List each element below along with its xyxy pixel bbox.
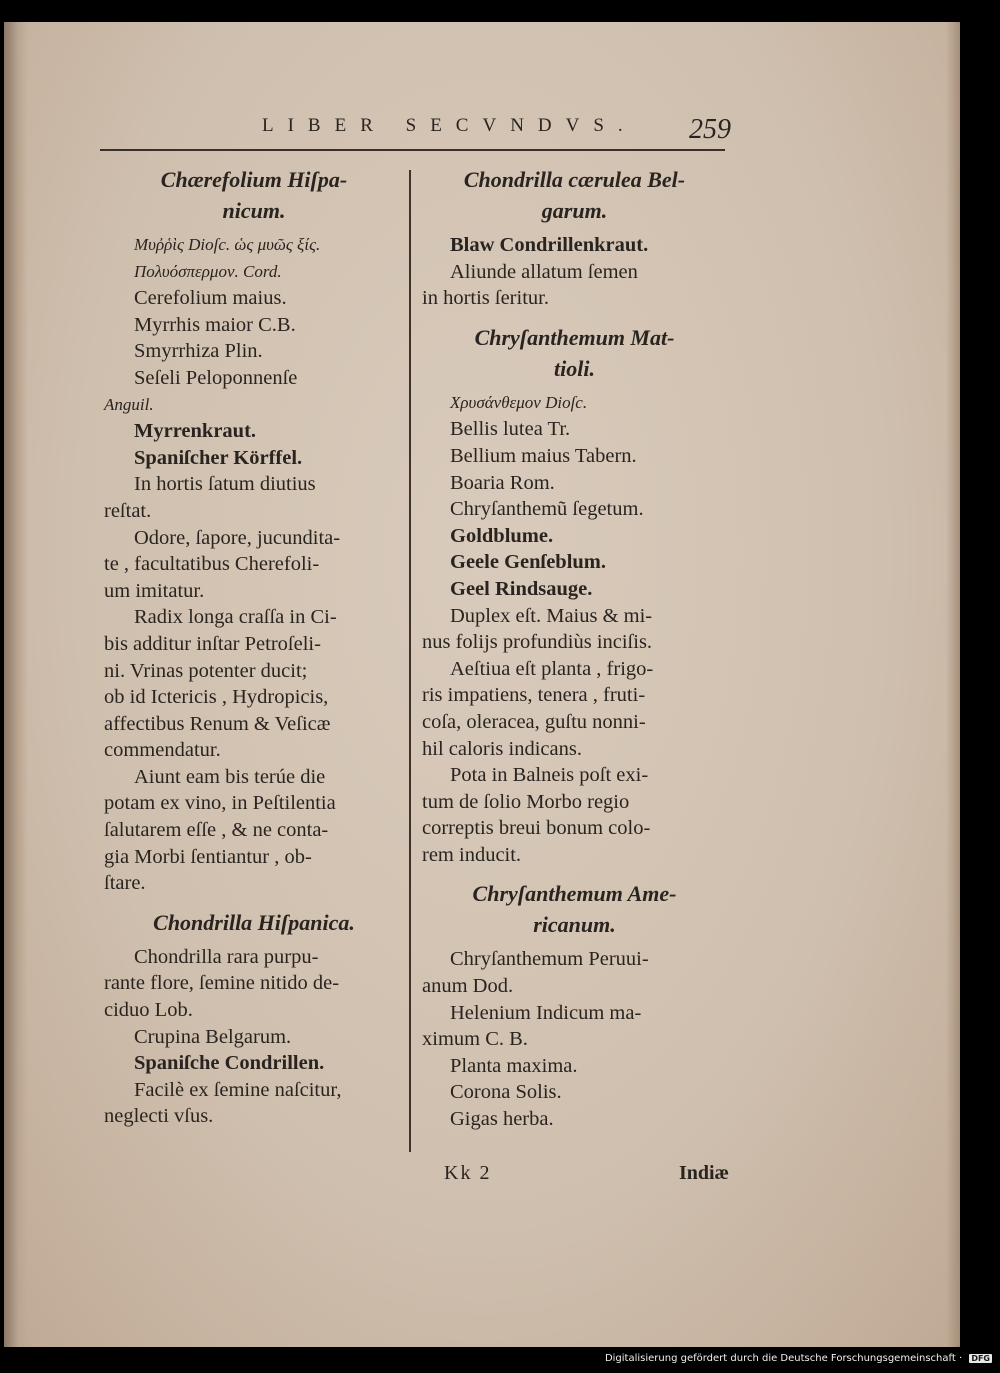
column-divider bbox=[409, 170, 411, 1152]
text-line: correptis breui bonum colo- bbox=[422, 817, 651, 840]
text-line: ximum C. B. bbox=[422, 1028, 528, 1051]
entry-heading bbox=[422, 878, 727, 940]
text-line: Boaria Rom. bbox=[450, 471, 555, 494]
book-page bbox=[4, 22, 960, 1347]
text-line: bis additur inſtar Petroſeli- bbox=[104, 632, 321, 655]
page-number: 259 bbox=[689, 114, 731, 145]
credit-text: Digitalisierung gefördert durch die Deutsche Forschungsgemeinschaft bbox=[604, 1353, 956, 1364]
text-line: reſtat. bbox=[104, 499, 152, 522]
page-edge-shadow bbox=[946, 22, 960, 1347]
text-line: Spaniſche Condrillen. bbox=[134, 1052, 325, 1075]
text-line: in hortis ſeritur. bbox=[422, 287, 549, 310]
heading-line: Chondrilla Hiſpanica. bbox=[153, 909, 355, 935]
text-line: Chryſanthemũ ſegetum. bbox=[450, 498, 644, 521]
heading-line: garum. bbox=[541, 198, 608, 223]
text-line: Anguil. bbox=[104, 394, 154, 414]
digitization-credit bbox=[605, 1353, 992, 1364]
text-line: tum de ſolio Morbo regio bbox=[422, 790, 630, 813]
text-line: nus folijs profundiùs inciſis. bbox=[422, 631, 653, 654]
heading-line: Chryſanthemum Ame- bbox=[472, 881, 677, 907]
text-line: hil caloris indicans. bbox=[422, 737, 582, 760]
text-line: Aiunt eam bis terúe die bbox=[134, 765, 326, 788]
text-line: Aliunde allatum ſemen bbox=[450, 260, 638, 283]
text-line: Crupina Belgarum. bbox=[134, 1025, 292, 1048]
text-line: Seſeli Peloponnenſe bbox=[134, 366, 298, 389]
entry-heading bbox=[422, 164, 727, 226]
heading-line: Chondrilla cærulea Bel- bbox=[463, 167, 686, 192]
entry-heading bbox=[104, 907, 404, 938]
text-line: Planta maxima. bbox=[450, 1054, 578, 1077]
text-line: Μυῤῥὶς Dioſc. ὡς μυῶς ξίς. bbox=[134, 235, 321, 254]
text-line: Goldblume. bbox=[450, 524, 554, 547]
text-line: potam ex vino, in Peſtilentia bbox=[104, 792, 336, 815]
text-line: Odore, ſapore, jucundita- bbox=[134, 526, 341, 549]
dfg-logo-icon: DFG bbox=[971, 1354, 990, 1363]
text-line: neglecti vſus. bbox=[104, 1105, 214, 1128]
text-line: Pota in Balneis poſt exi- bbox=[450, 764, 649, 787]
credit-separator: · bbox=[958, 1353, 966, 1364]
text-line: Myrrenkraut. bbox=[134, 420, 257, 443]
text-line: Gigas herba. bbox=[450, 1108, 554, 1131]
text-line: rem inducit. bbox=[422, 843, 522, 866]
entry-heading bbox=[104, 164, 404, 226]
text-line: Χρυσάνθεμον Dioſc. bbox=[450, 392, 588, 412]
text-line: Geele Genſeblum. bbox=[450, 551, 607, 574]
text-line: Corona Solis. bbox=[450, 1081, 562, 1104]
text-line: Cerefolium maius. bbox=[134, 287, 287, 310]
signature-mark: Kk 2 bbox=[444, 1162, 492, 1184]
text-line: anum Dod. bbox=[422, 975, 514, 998]
heading-line: nicum. bbox=[222, 198, 286, 223]
text-line: commendatur. bbox=[104, 739, 221, 762]
text-line: Facilè ex ſemine naſcitur, bbox=[134, 1078, 342, 1101]
text-line: Bellium maius Tabern. bbox=[450, 444, 637, 467]
text-line: Chondrilla rara purpu- bbox=[134, 945, 319, 968]
text-line: ni. Vrinas potenter ducit; bbox=[104, 659, 308, 682]
text-line: Πολυόσπερμον. Cord. bbox=[134, 261, 282, 281]
text-line: Duplex eſt. Maius & mi- bbox=[450, 604, 653, 627]
text-line: Myrrhis maior C.B. bbox=[134, 313, 296, 336]
text-line: ſalutarem eſſe , & ne conta- bbox=[104, 819, 329, 842]
text-line: rante flore, ſemine nitido de- bbox=[104, 972, 340, 995]
text-line: In hortis ſatum diutius bbox=[134, 473, 316, 496]
left-column bbox=[104, 160, 404, 1130]
heading-line: Chryſanthemum Mat- bbox=[474, 324, 675, 350]
text-line: Radix longa craſſa in Ci- bbox=[134, 606, 337, 629]
text-line: te , facultatibus Cherefoli- bbox=[104, 553, 320, 576]
text-line: Smyrrhiza Plin. bbox=[134, 340, 263, 363]
right-column bbox=[422, 160, 727, 1133]
running-header: LIBER SECVNDVS. bbox=[262, 115, 637, 136]
page-spine-shadow bbox=[4, 22, 28, 1347]
header-rule bbox=[100, 149, 725, 151]
text-line: Aeſtiua eſt planta , frigo- bbox=[450, 657, 654, 680]
heading-line: ricanum. bbox=[533, 912, 616, 938]
heading-line: tioli. bbox=[554, 355, 595, 381]
text-line: um imitatur. bbox=[104, 579, 205, 602]
text-line: Bellis lutea Tr. bbox=[450, 418, 571, 441]
text-line: ris impatiens, tenera , fruti- bbox=[422, 684, 646, 707]
text-line: ob id Ictericis , Hydropicis, bbox=[104, 686, 329, 709]
text-line: ſtare. bbox=[104, 872, 146, 895]
entry-heading bbox=[422, 322, 727, 384]
text-line: Blaw Condrillenkraut. bbox=[450, 234, 649, 256]
text-line: Spaniſcher Körffel. bbox=[134, 446, 303, 469]
text-line: affectibus Renum & Veſicæ bbox=[104, 712, 331, 735]
catchword: Indiæ bbox=[678, 1162, 729, 1184]
text-line: Chryſanthemum Peruui- bbox=[450, 948, 649, 971]
text-line: coſa, oleracea, guſtu nonni- bbox=[422, 710, 646, 733]
text-line: Helenium Indicum ma- bbox=[450, 1001, 642, 1024]
heading-line: Chærefolium Hiſpa- bbox=[160, 167, 348, 192]
text-line: gia Morbi ſentiantur , ob- bbox=[104, 845, 312, 868]
text-line: Geel Rindsauge. bbox=[450, 577, 593, 600]
text-line: ciduo Lob. bbox=[104, 999, 193, 1022]
